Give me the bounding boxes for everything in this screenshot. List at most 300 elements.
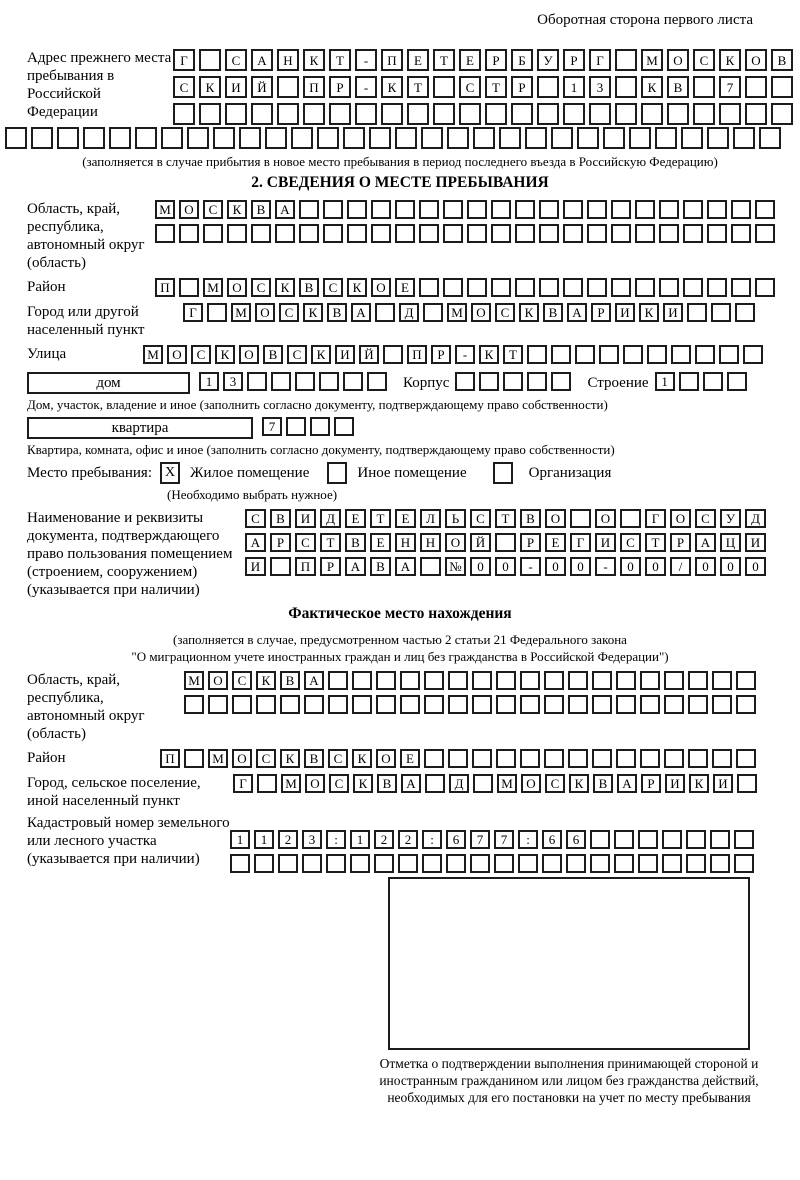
form-cell[interactable] (334, 417, 354, 436)
form-cell[interactable] (688, 749, 708, 768)
form-cell[interactable]: К (311, 345, 331, 364)
form-cell[interactable] (616, 749, 636, 768)
form-cell[interactable] (568, 749, 588, 768)
form-cell[interactable]: С (203, 200, 223, 219)
form-cell[interactable]: К (381, 76, 403, 98)
form-cell[interactable]: 0 (495, 557, 516, 576)
form-cell[interactable]: И (245, 557, 266, 576)
form-cell[interactable]: Г (173, 49, 195, 71)
form-cell[interactable]: П (303, 76, 325, 98)
form-cell[interactable]: И (663, 303, 683, 322)
form-cell[interactable] (470, 854, 490, 873)
form-cell[interactable] (686, 854, 706, 873)
form-cell[interactable] (755, 224, 775, 243)
form-cell[interactable] (347, 200, 367, 219)
form-cell[interactable]: 3 (223, 372, 243, 391)
form-cell[interactable] (251, 103, 273, 125)
form-cell[interactable]: 0 (470, 557, 491, 576)
form-cell[interactable] (433, 76, 455, 98)
form-cell[interactable] (662, 854, 682, 873)
form-cell[interactable] (423, 303, 443, 322)
form-cell[interactable] (495, 533, 516, 552)
form-cell[interactable]: К (519, 303, 539, 322)
form-cell[interactable] (679, 372, 699, 391)
checkbox-organization[interactable] (493, 462, 513, 484)
form-cell[interactable] (611, 200, 631, 219)
form-cell[interactable]: С (173, 76, 195, 98)
form-cell[interactable] (323, 200, 343, 219)
form-cell[interactable] (213, 127, 235, 149)
form-cell[interactable]: - (595, 557, 616, 576)
form-cell[interactable]: И (295, 509, 316, 528)
form-cell[interactable] (328, 671, 348, 690)
form-cell[interactable]: Д (449, 774, 469, 793)
form-cell[interactable] (515, 200, 535, 219)
form-cell[interactable] (539, 200, 559, 219)
form-cell[interactable] (592, 671, 612, 690)
form-cell[interactable]: У (720, 509, 741, 528)
form-cell[interactable]: О (371, 278, 391, 297)
form-cell[interactable] (712, 671, 732, 690)
form-cell[interactable]: С (328, 749, 348, 768)
form-cell[interactable] (693, 103, 715, 125)
form-cell[interactable] (286, 417, 306, 436)
form-cell[interactable] (745, 103, 767, 125)
form-cell[interactable] (109, 127, 131, 149)
form-cell[interactable]: К (303, 49, 325, 71)
form-cell[interactable] (485, 103, 507, 125)
form-cell[interactable] (275, 224, 295, 243)
form-cell[interactable]: А (617, 774, 637, 793)
form-cell[interactable]: И (713, 774, 733, 793)
form-cell[interactable] (551, 127, 573, 149)
form-cell[interactable]: С (695, 509, 716, 528)
form-cell[interactable] (520, 749, 540, 768)
form-cell[interactable]: Е (407, 49, 429, 71)
form-cell[interactable] (199, 103, 221, 125)
form-cell[interactable] (323, 224, 343, 243)
form-cell[interactable]: 6 (446, 830, 466, 849)
form-cell[interactable] (544, 671, 564, 690)
form-cell[interactable]: Е (459, 49, 481, 71)
form-cell[interactable] (455, 372, 475, 391)
form-cell[interactable]: К (719, 49, 741, 71)
form-cell[interactable]: И (225, 76, 247, 98)
form-cell[interactable] (369, 127, 391, 149)
form-cell[interactable] (173, 103, 195, 125)
form-cell[interactable] (707, 127, 729, 149)
form-cell[interactable] (590, 830, 610, 849)
checkbox-other-premises[interactable] (327, 462, 347, 484)
form-cell[interactable] (179, 278, 199, 297)
form-cell[interactable]: Л (420, 509, 441, 528)
form-cell[interactable] (693, 76, 715, 98)
form-cell[interactable] (472, 671, 492, 690)
form-cell[interactable]: К (256, 671, 276, 690)
form-cell[interactable] (398, 854, 418, 873)
form-cell[interactable] (328, 695, 348, 714)
form-cell[interactable]: Р (329, 76, 351, 98)
form-cell[interactable]: И (335, 345, 355, 364)
form-cell[interactable] (731, 224, 751, 243)
form-cell[interactable] (759, 127, 781, 149)
form-cell[interactable] (518, 854, 538, 873)
form-cell[interactable] (491, 224, 511, 243)
form-cell[interactable]: С (620, 533, 641, 552)
form-cell[interactable] (635, 200, 655, 219)
form-cell[interactable]: К (569, 774, 589, 793)
form-cell[interactable]: Е (370, 533, 391, 552)
form-cell[interactable] (640, 749, 660, 768)
form-cell[interactable]: С (287, 345, 307, 364)
form-cell[interactable] (443, 278, 463, 297)
form-cell[interactable]: О (208, 671, 228, 690)
form-cell[interactable] (640, 671, 660, 690)
form-cell[interactable]: О (179, 200, 199, 219)
form-cell[interactable]: С (225, 49, 247, 71)
form-cell[interactable]: В (304, 749, 324, 768)
form-cell[interactable] (683, 224, 703, 243)
form-cell[interactable] (681, 127, 703, 149)
form-cell[interactable]: О (471, 303, 491, 322)
form-cell[interactable] (179, 224, 199, 243)
form-cell[interactable]: Р (511, 76, 533, 98)
form-cell[interactable] (491, 278, 511, 297)
form-cell[interactable] (421, 127, 443, 149)
form-cell[interactable] (424, 695, 444, 714)
form-cell[interactable] (664, 749, 684, 768)
form-cell[interactable]: Й (359, 345, 379, 364)
form-cell[interactable] (537, 76, 559, 98)
form-cell[interactable]: 6 (566, 830, 586, 849)
form-cell[interactable] (496, 671, 516, 690)
form-cell[interactable]: Е (395, 278, 415, 297)
form-cell[interactable]: Р (270, 533, 291, 552)
form-cell[interactable] (5, 127, 27, 149)
form-cell[interactable] (479, 372, 499, 391)
form-cell[interactable]: : (518, 830, 538, 849)
form-cell[interactable] (232, 695, 252, 714)
form-cell[interactable]: М (447, 303, 467, 322)
form-cell[interactable]: С (329, 774, 349, 793)
form-cell[interactable] (629, 127, 651, 149)
form-cell[interactable]: М (143, 345, 163, 364)
form-cell[interactable] (355, 103, 377, 125)
form-cell[interactable]: Р (670, 533, 691, 552)
form-cell[interactable] (375, 303, 395, 322)
form-cell[interactable] (503, 372, 523, 391)
form-cell[interactable] (467, 200, 487, 219)
form-cell[interactable] (745, 76, 767, 98)
form-cell[interactable]: В (593, 774, 613, 793)
form-cell[interactable]: К (303, 303, 323, 322)
form-cell[interactable] (603, 127, 625, 149)
form-cell[interactable]: Р (485, 49, 507, 71)
form-cell[interactable]: И (595, 533, 616, 552)
form-cell[interactable]: 0 (620, 557, 641, 576)
form-cell[interactable] (443, 200, 463, 219)
form-cell[interactable] (731, 278, 751, 297)
form-cell[interactable] (277, 103, 299, 125)
form-cell[interactable]: И (665, 774, 685, 793)
form-cell[interactable] (620, 509, 641, 528)
form-cell[interactable] (251, 224, 271, 243)
form-cell[interactable] (707, 200, 727, 219)
form-cell[interactable] (544, 695, 564, 714)
form-cell[interactable]: О (445, 533, 466, 552)
form-cell[interactable]: 7 (494, 830, 514, 849)
form-cell[interactable] (737, 774, 757, 793)
form-cell[interactable] (135, 127, 157, 149)
form-cell[interactable] (563, 103, 585, 125)
form-cell[interactable] (587, 278, 607, 297)
form-cell[interactable] (407, 103, 429, 125)
form-cell[interactable]: Й (251, 76, 273, 98)
form-cell[interactable] (707, 278, 727, 297)
form-cell[interactable]: К (280, 749, 300, 768)
form-cell[interactable]: Т (433, 49, 455, 71)
form-cell[interactable] (638, 830, 658, 849)
form-cell[interactable] (367, 372, 387, 391)
form-cell[interactable]: Е (400, 749, 420, 768)
form-cell[interactable] (570, 509, 591, 528)
form-cell[interactable] (446, 854, 466, 873)
form-cell[interactable]: - (355, 76, 377, 98)
form-cell[interactable]: : (326, 830, 346, 849)
form-cell[interactable]: С (295, 533, 316, 552)
form-cell[interactable]: 1 (655, 372, 675, 391)
form-cell[interactable]: В (299, 278, 319, 297)
form-cell[interactable] (611, 278, 631, 297)
form-cell[interactable] (659, 224, 679, 243)
form-cell[interactable]: М (184, 671, 204, 690)
form-cell[interactable] (527, 372, 547, 391)
form-cell[interactable]: О (232, 749, 252, 768)
form-cell[interactable]: К (352, 749, 372, 768)
form-cell[interactable]: 0 (570, 557, 591, 576)
form-cell[interactable]: Р (563, 49, 585, 71)
form-cell[interactable] (424, 671, 444, 690)
form-cell[interactable] (319, 372, 339, 391)
form-cell[interactable] (563, 200, 583, 219)
form-cell[interactable]: - (455, 345, 475, 364)
form-cell[interactable] (472, 695, 492, 714)
form-cell[interactable]: А (245, 533, 266, 552)
form-cell[interactable] (203, 224, 223, 243)
form-cell[interactable] (771, 76, 793, 98)
form-cell[interactable]: О (545, 509, 566, 528)
form-cell[interactable]: О (745, 49, 767, 71)
form-cell[interactable]: С (256, 749, 276, 768)
form-cell[interactable] (615, 76, 637, 98)
form-cell[interactable] (208, 695, 228, 714)
form-cell[interactable]: 0 (695, 557, 716, 576)
form-cell[interactable]: С (470, 509, 491, 528)
form-cell[interactable]: А (345, 557, 366, 576)
form-cell[interactable] (647, 345, 667, 364)
form-cell[interactable] (687, 303, 707, 322)
form-cell[interactable] (544, 749, 564, 768)
form-cell[interactable]: И (615, 303, 635, 322)
form-cell[interactable]: В (543, 303, 563, 322)
form-cell[interactable]: С (191, 345, 211, 364)
form-cell[interactable]: 1 (199, 372, 219, 391)
form-cell[interactable] (686, 830, 706, 849)
form-cell[interactable]: В (377, 774, 397, 793)
form-cell[interactable]: Г (233, 774, 253, 793)
form-cell[interactable]: 2 (374, 830, 394, 849)
form-cell[interactable]: Н (420, 533, 441, 552)
form-cell[interactable]: / (670, 557, 691, 576)
form-cell[interactable] (467, 278, 487, 297)
form-cell[interactable]: 7 (719, 76, 741, 98)
form-cell[interactable]: Т (645, 533, 666, 552)
form-cell[interactable]: 1 (563, 76, 585, 98)
form-cell[interactable] (568, 671, 588, 690)
form-cell[interactable]: В (667, 76, 689, 98)
form-cell[interactable] (295, 372, 315, 391)
form-cell[interactable] (683, 278, 703, 297)
form-cell[interactable]: К (479, 345, 499, 364)
form-cell[interactable]: М (281, 774, 301, 793)
form-cell[interactable] (683, 200, 703, 219)
form-cell[interactable] (711, 303, 731, 322)
form-cell[interactable]: М (641, 49, 663, 71)
form-cell[interactable] (575, 345, 595, 364)
form-cell[interactable]: А (351, 303, 371, 322)
form-cell[interactable] (664, 671, 684, 690)
form-cell[interactable] (277, 76, 299, 98)
form-cell[interactable] (419, 278, 439, 297)
form-cell[interactable] (422, 854, 442, 873)
form-cell[interactable] (425, 774, 445, 793)
form-cell[interactable] (515, 278, 535, 297)
form-cell[interactable] (755, 278, 775, 297)
form-cell[interactable] (589, 103, 611, 125)
form-cell[interactable] (710, 830, 730, 849)
form-cell[interactable] (302, 854, 322, 873)
form-cell[interactable] (247, 372, 267, 391)
form-cell[interactable]: 6 (542, 830, 562, 849)
form-cell[interactable]: В (520, 509, 541, 528)
form-cell[interactable]: 0 (745, 557, 766, 576)
form-cell[interactable]: Й (470, 533, 491, 552)
form-cell[interactable]: Т (320, 533, 341, 552)
form-cell[interactable] (424, 749, 444, 768)
form-cell[interactable] (381, 103, 403, 125)
form-cell[interactable] (719, 345, 739, 364)
form-cell[interactable] (736, 695, 756, 714)
form-cell[interactable] (448, 695, 468, 714)
form-cell[interactable] (155, 224, 175, 243)
form-cell[interactable]: Р (591, 303, 611, 322)
form-cell[interactable] (350, 854, 370, 873)
form-cell[interactable] (467, 224, 487, 243)
form-cell[interactable] (635, 278, 655, 297)
form-cell[interactable]: П (160, 749, 180, 768)
form-cell[interactable]: М (155, 200, 175, 219)
form-cell[interactable]: П (155, 278, 175, 297)
form-cell[interactable] (256, 695, 276, 714)
form-cell[interactable] (199, 49, 221, 71)
form-cell[interactable] (719, 103, 741, 125)
form-cell[interactable] (771, 103, 793, 125)
form-cell[interactable] (491, 200, 511, 219)
form-cell[interactable]: В (327, 303, 347, 322)
form-cell[interactable]: 0 (645, 557, 666, 576)
form-cell[interactable] (352, 695, 372, 714)
form-cell[interactable] (710, 854, 730, 873)
form-cell[interactable]: С (251, 278, 271, 297)
form-cell[interactable]: 3 (589, 76, 611, 98)
form-cell[interactable] (511, 103, 533, 125)
form-cell[interactable] (611, 224, 631, 243)
form-cell[interactable] (655, 127, 677, 149)
form-cell[interactable] (592, 695, 612, 714)
form-cell[interactable]: Н (277, 49, 299, 71)
form-cell[interactable]: О (227, 278, 247, 297)
form-cell[interactable] (473, 774, 493, 793)
form-cell[interactable] (563, 224, 583, 243)
form-cell[interactable]: О (239, 345, 259, 364)
form-cell[interactable] (207, 303, 227, 322)
form-cell[interactable] (376, 695, 396, 714)
form-cell[interactable] (566, 854, 586, 873)
form-cell[interactable] (736, 749, 756, 768)
form-cell[interactable] (641, 103, 663, 125)
form-cell[interactable]: А (251, 49, 273, 71)
form-cell[interactable] (329, 103, 351, 125)
form-cell[interactable] (383, 345, 403, 364)
form-cell[interactable] (735, 303, 755, 322)
form-cell[interactable] (472, 749, 492, 768)
form-cell[interactable] (280, 695, 300, 714)
form-cell[interactable] (635, 224, 655, 243)
form-cell[interactable]: В (263, 345, 283, 364)
form-cell[interactable] (31, 127, 53, 149)
form-cell[interactable] (539, 224, 559, 243)
form-cell[interactable]: 0 (720, 557, 741, 576)
form-cell[interactable] (731, 200, 751, 219)
form-cell[interactable] (733, 127, 755, 149)
form-cell[interactable] (615, 49, 637, 71)
form-cell[interactable]: О (667, 49, 689, 71)
form-cell[interactable]: : (422, 830, 442, 849)
form-cell[interactable] (662, 830, 682, 849)
form-cell[interactable] (734, 830, 754, 849)
form-cell[interactable]: Г (645, 509, 666, 528)
form-cell[interactable] (615, 103, 637, 125)
form-cell[interactable] (494, 854, 514, 873)
form-cell[interactable] (230, 854, 250, 873)
form-cell[interactable]: - (520, 557, 541, 576)
form-cell[interactable]: П (407, 345, 427, 364)
form-cell[interactable]: Г (183, 303, 203, 322)
form-cell[interactable] (271, 372, 291, 391)
form-cell[interactable] (659, 278, 679, 297)
form-cell[interactable] (184, 749, 204, 768)
form-cell[interactable] (496, 695, 516, 714)
form-cell[interactable]: С (459, 76, 481, 98)
form-cell[interactable] (577, 127, 599, 149)
form-cell[interactable] (291, 127, 313, 149)
form-cell[interactable] (616, 671, 636, 690)
form-cell[interactable] (473, 127, 495, 149)
form-cell[interactable]: И (745, 533, 766, 552)
form-cell[interactable] (371, 200, 391, 219)
form-cell[interactable]: С (693, 49, 715, 71)
form-cell[interactable]: Т (503, 345, 523, 364)
